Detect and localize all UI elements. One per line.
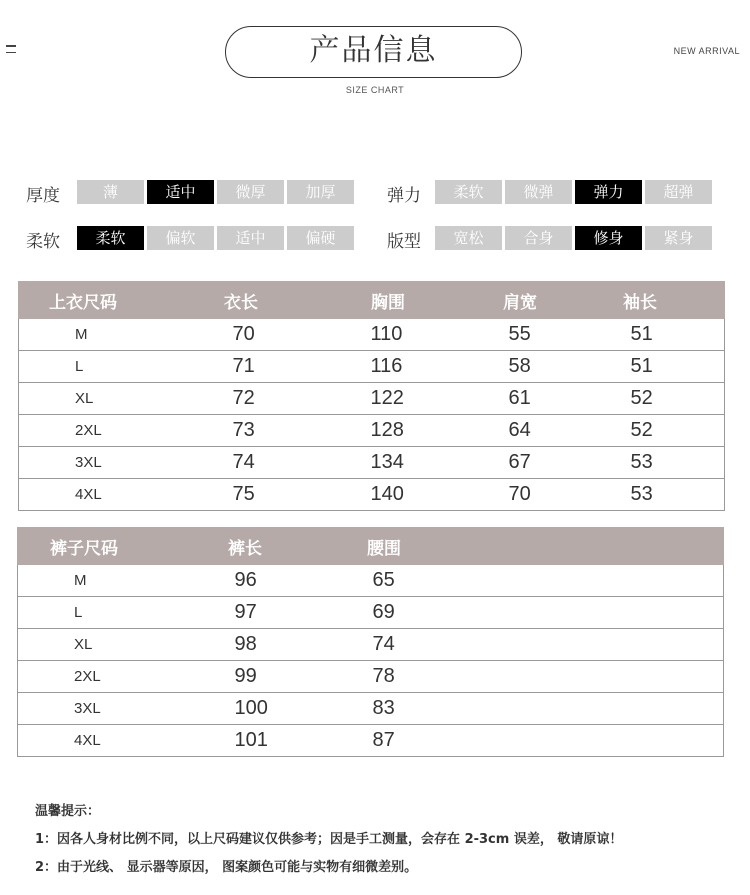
table-cell: [446, 565, 724, 597]
attribute-option: 宽松: [435, 226, 502, 250]
table-cell: 70: [491, 479, 615, 511]
table-row: [18, 693, 724, 725]
table-cell: 53: [615, 447, 725, 479]
attribute-option: 超弹: [645, 180, 712, 204]
attribute-option: 适中: [217, 226, 284, 250]
page-title: 产品信息: [225, 26, 522, 78]
attribute-option: 紧身: [645, 226, 712, 250]
table-cell: 99: [186, 661, 326, 693]
table-cell: 83: [326, 693, 446, 725]
attribute-option: 加厚: [287, 180, 354, 204]
table-cell: 98: [186, 629, 326, 661]
table-row: [19, 383, 725, 415]
column-header: 肩宽: [491, 282, 615, 319]
notes: [35, 800, 622, 884]
table-cell: 61: [491, 383, 615, 415]
table-cell: XL: [19, 383, 189, 415]
table-cell: 52: [615, 383, 725, 415]
table-row: [18, 629, 724, 661]
attribute-option: 适中: [147, 180, 214, 204]
thickness-label: 厚度: [26, 186, 60, 206]
table-cell: 128: [359, 415, 491, 447]
attribute-option: 微弹: [505, 180, 572, 204]
table-cell: 116: [359, 351, 491, 383]
table-cell: 3XL: [18, 693, 186, 725]
table-cell: 55: [491, 319, 615, 351]
notes-line-1: 1：因各人身材比例不同，以上尺码建议仅供参考；因是手工测量，会存在 2-3cm 误差， 敬请原谅！: [35, 832, 623, 847]
table-row: [18, 565, 724, 597]
notes-heading: 温馨提示：: [35, 804, 101, 819]
table-cell: 140: [359, 479, 491, 511]
fit-label: 版型: [387, 232, 421, 252]
table-cell: [446, 725, 724, 757]
table-cell: [446, 629, 724, 661]
pants-size-table: [17, 527, 724, 757]
table-row: [19, 415, 725, 447]
attribute-option: 柔软: [435, 180, 502, 204]
table-cell: 67: [491, 447, 615, 479]
table-cell: 53: [615, 479, 725, 511]
table-cell: 2XL: [18, 661, 186, 693]
page-subtitle: SIZE CHART: [345, 85, 405, 95]
top-size-table: [18, 281, 725, 511]
column-header: [446, 528, 724, 565]
table-cell: 74: [326, 629, 446, 661]
column-header: 衣长: [189, 282, 359, 319]
table-cell: 72: [189, 383, 359, 415]
attribute-option: 偏硬: [287, 226, 354, 250]
attribute-option: 合身: [505, 226, 572, 250]
new-arrival-tag: NEW ARRIVAL: [673, 46, 740, 56]
table-cell: 74: [189, 447, 359, 479]
attribute-option: 偏软: [147, 226, 214, 250]
table-cell: [446, 661, 724, 693]
table-cell: 2XL: [19, 415, 189, 447]
table-cell: 3XL: [19, 447, 189, 479]
elasticity-options: [435, 180, 715, 204]
elasticity-label: 弹力: [387, 186, 421, 206]
table-row: [18, 725, 724, 757]
column-header: 袖长: [615, 282, 725, 319]
table-cell: 110: [359, 319, 491, 351]
fit-options: [435, 226, 715, 250]
table-row: [18, 597, 724, 629]
table-cell: [446, 597, 724, 629]
table-cell: M: [19, 319, 189, 351]
table-row: [18, 661, 724, 693]
attribute-option: 薄: [77, 180, 144, 204]
softness-options: [77, 226, 357, 250]
table-cell: 101: [186, 725, 326, 757]
table-row: [19, 351, 725, 383]
table-row: [19, 479, 725, 511]
table-cell: 78: [326, 661, 446, 693]
attribute-option: 弹力: [575, 180, 642, 204]
table-cell: 65: [326, 565, 446, 597]
attribute-option: 柔软: [77, 226, 144, 250]
table-cell: 58: [491, 351, 615, 383]
table-cell: 97: [186, 597, 326, 629]
table-row: [19, 447, 725, 479]
table-cell: 69: [326, 597, 446, 629]
table-cell: 4XL: [18, 725, 186, 757]
table-cell: 51: [615, 319, 725, 351]
notes-line-2: 2：由于光线、 显示器等原因， 图案颜色可能与实物有细微差别。: [35, 860, 418, 875]
table-cell: 73: [189, 415, 359, 447]
table-cell: 134: [359, 447, 491, 479]
column-header: 腰围: [326, 528, 446, 565]
thickness-options: [77, 180, 357, 204]
table-cell: 71: [189, 351, 359, 383]
table-cell: M: [18, 565, 186, 597]
column-header: 裤长: [186, 528, 326, 565]
table-cell: 87: [326, 725, 446, 757]
table-cell: 75: [189, 479, 359, 511]
softness-label: 柔软: [26, 232, 60, 252]
table-cell: 51: [615, 351, 725, 383]
table-cell: 70: [189, 319, 359, 351]
column-header: 上衣尺码: [19, 282, 189, 319]
table-cell: [446, 693, 724, 725]
table-cell: 100: [186, 693, 326, 725]
table-cell: XL: [18, 629, 186, 661]
table-cell: L: [19, 351, 189, 383]
table-cell: 4XL: [19, 479, 189, 511]
attribute-option: 修身: [575, 226, 642, 250]
column-header: 胸围: [359, 282, 491, 319]
table-cell: L: [18, 597, 186, 629]
table-row: [19, 319, 725, 351]
attribute-option: 微厚: [217, 180, 284, 204]
column-header: 裤子尺码: [18, 528, 186, 565]
table-cell: 64: [491, 415, 615, 447]
menu-icon[interactable]: [6, 45, 16, 58]
table-cell: 96: [186, 565, 326, 597]
table-cell: 122: [359, 383, 491, 415]
table-cell: 52: [615, 415, 725, 447]
